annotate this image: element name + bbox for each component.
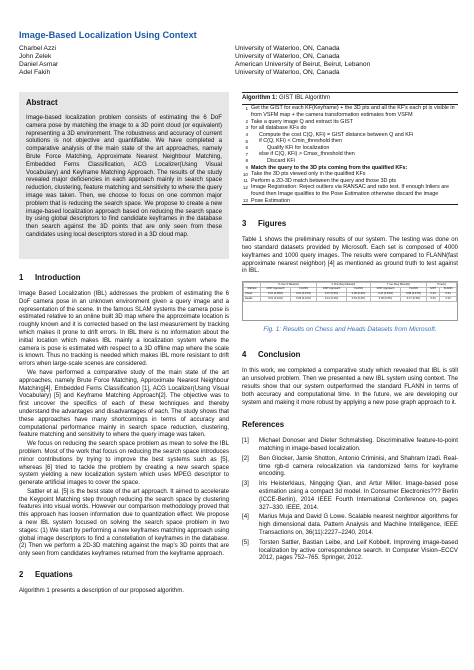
table-column-header: FLANN xyxy=(401,287,427,292)
table-column-header: GIST Approach xyxy=(370,287,400,292)
algorithm-line-text: Get the GIST for each KF(Keyframe) + the 3D pts and all the KF's each pt is visible in from VSFM map + the camera transformation estimates from VSFM xyxy=(251,105,455,118)
algorithm-line-number: 9 xyxy=(245,165,248,171)
figures-text: Table 1 shows the preliminary results of our system. The testing was done on two standard datasets provided by Microsoft. Each set is composed of 4000 keyframes and 1000 query images. The results were compared to FLANN(fast approximate nearest neighbor) [4] as mentioned as ground truth to test against in IBL. xyxy=(242,236,458,275)
algorithm-line-text: Image Registration: Reject outliers via RANSAC and ratio test. If enough Inliers are found then Image qualifies to the Pose Estimation otherwise discard the image xyxy=(251,184,450,198)
algorithm-line xyxy=(242,178,458,185)
table-cell: 0.01 (0.07%) xyxy=(291,292,317,297)
introduction-heading xyxy=(19,273,229,283)
table-cell: 0.17 (0.3%) xyxy=(401,297,427,302)
table-cell: 0.04 xyxy=(427,292,440,297)
algorithm-line-number: 7 xyxy=(245,151,248,157)
affiliation: University of Waterloo, ON, Canada xyxy=(235,69,340,77)
section-title: Figures xyxy=(258,219,287,229)
section-number: 1 xyxy=(19,273,24,282)
results-table-grid xyxy=(243,282,457,302)
author-name: Daniel Asmar xyxy=(19,61,59,69)
section-title: Conclusion xyxy=(258,350,301,360)
algorithm-line-number: 8 xyxy=(245,158,248,164)
reference-number: [2] xyxy=(242,454,249,462)
abstract-box xyxy=(19,92,229,259)
algorithm-line-number: 6 xyxy=(245,145,248,151)
introduction-paragraph: Image Based Localization (IBL) addresses the problem of estimating the 6 DoF camera pose in an unknown environment given a query image and a representation of the scene. In the famous SLAM systems the camera pose is estimated relative to an online built 3D map where the approximate location is roughly known and it is corrected based on the last measurement by tracking which makes it prone to drift errors. In IBL there is no information about the initial location which makes IBL mainly a localization system where the camera is pose is estimated with respect to a 3D offline map where the scale is known. Thus no tracking is needed which makes IBL more resistant to drift errors when large-scale scenes are considered. xyxy=(19,289,229,368)
table-cell: 0.41 (0.64%) xyxy=(370,292,400,297)
algorithm-line xyxy=(242,132,458,139)
reference-item xyxy=(242,539,458,562)
table-column-header: GIST xyxy=(427,287,440,292)
table-cell: 0.04 xyxy=(440,297,457,302)
algorithm-label: Algorithm 1: xyxy=(242,95,278,101)
algorithm-line xyxy=(242,165,458,172)
algorithm-line-number: 12 xyxy=(242,184,248,190)
algorithm-line-text: Qualify KFi for localization xyxy=(267,144,330,151)
algorithm-line-text: if C(Q, KFi) < Cmin_threshold then xyxy=(259,138,342,145)
table-group-header: Time(s) xyxy=(427,283,457,288)
table-column-header: Method xyxy=(244,287,261,292)
algorithm-line xyxy=(242,198,458,205)
algorithm-line xyxy=(242,105,458,118)
table-group-header: F 0nd (Seg Mean(H) xyxy=(317,283,371,288)
algorithm-line-text: Discard KFi xyxy=(267,158,295,165)
section-title: References xyxy=(242,420,285,430)
algorithm-line-number: 5 xyxy=(245,138,248,144)
abstract-heading: Abstract xyxy=(26,98,58,107)
algorithm-line xyxy=(242,138,458,145)
author-list xyxy=(19,45,224,77)
affiliation: University of Waterloo, ON, Canada xyxy=(235,53,340,61)
reference-text: Iris Heisterklaus, Ningqing Qian, and Artur Miller. Image-based pose estimation using a compact 3d model. In Consumer Electronics??? Berlin (ICCE-Berlin), 2014 IEEE Fourth International Conference on, pages 327–330. IEEE, 2014. xyxy=(259,480,458,511)
table-cell: 0.58 (0.47%) xyxy=(401,292,427,297)
reference-list xyxy=(242,437,458,562)
table-column-header: GIST Approach xyxy=(317,287,347,292)
reference-number: [4] xyxy=(242,513,249,521)
introduction-paragraph: Sattler et al. [5] is the best state of the art approach. It aimed to accelerate the Keypoint Matching step through reducing the search space by clustering features into visual words. However our comparison methodology proved that this approach has loosen information due to quantization effect. We propose a new IBL system focused on solving the search space problem in two stages: (1) We start by performing a new keyframes matching approach using global image descriptors to find a constellation of keyframes in the database. (2) Then we perform a 2D-3D matching against the map's 3D points that are only seen from candidates keyframes returned from the keyframe approach. xyxy=(19,487,229,558)
algorithm-box xyxy=(242,92,458,205)
algorithm-line xyxy=(242,171,458,178)
table-cell: 0.07 (0.3%) xyxy=(317,292,347,297)
algorithm-line-number: 11 xyxy=(243,178,248,184)
author-name: Adel Fakih xyxy=(19,69,51,77)
algorithm-line-number: 10 xyxy=(242,171,248,177)
table-column-header: FLANN xyxy=(291,287,317,292)
table-cell: Heads xyxy=(244,297,261,302)
algorithm-line-number: 1 xyxy=(245,105,248,111)
algorithm-line-text: Pose Estimation xyxy=(251,197,290,204)
algorithm-line xyxy=(242,125,458,132)
section-number: 4 xyxy=(242,350,247,360)
algorithm-line-text: Take a query image Q and extract its GIST xyxy=(251,118,353,125)
algorithm-line xyxy=(242,119,458,126)
section-number: 2 xyxy=(19,570,24,580)
reference-item xyxy=(242,455,458,478)
table-row xyxy=(244,297,457,302)
conclusion-heading xyxy=(242,350,458,360)
figures-heading xyxy=(242,219,458,229)
algorithm-line-number: 13 xyxy=(242,198,248,204)
introduction-paragraph: We have performed a comparative study of the main state of the art approaches, namely Brute Force Matching, Approximate Nearest Neighbour Matching[4], Embedded Ferns Classification [1], ACG Localizer(Using Visual Vocabulary) [5] and Keyframe Matching Approach[2]. The objective was to first uncover the specifics of each of these techniques and thereby understand the advantages and disadvantages of each. The study shows that these approaches have many shortcomings in terms of accuracy and computational performance mainly in search space reduction, clustering, feature matching and sensitivity to where the query image was taken. xyxy=(19,368,229,439)
affiliation: American University of Beirut, Beirut, Lebanon xyxy=(235,61,371,69)
right-column xyxy=(242,92,458,564)
introduction-paragraph: We focus on reducing the search space problem as mean to solve the IBL problem. Most of the work that focus on reducing the search space introduces minor contributions by trying to improve the best systems such as [5], whereas [6] tried to tackle the problem by creating a new search space system yielding a new localization system which uses MPEG descriptor to generate artificial images to cover the space. xyxy=(19,440,229,487)
reference-text: Torsten Sattler, Bastian Leibe, and Leif Kobbelt. Improving image-based localization by active correspondence search. In Computer Vision–ECCV 2012, pages 752–765. Springer, 2012. xyxy=(259,538,458,562)
section-title: Introduction xyxy=(35,273,81,282)
table-cell: 0.09 (0.11%) xyxy=(291,297,317,302)
reference-item xyxy=(242,480,458,511)
reference-number: [3] xyxy=(242,480,249,488)
algorithm-line xyxy=(242,145,458,152)
algorithm-lines xyxy=(242,105,458,204)
conclusion-text: In this work, we completed a comparative study which revealed that IBL is still an unsolved problem. Then we presented a new IBL system using context. The results show that our system outperformed the standard FLANN in terms of both accuracy and computational time. In the future, we are developing our system and making it more robust by applying a new pose graph approach to it. xyxy=(242,367,458,406)
table-cell: 0.01 (0.12%) xyxy=(260,297,290,302)
algorithm-line-text: else if C(Q, KFi) > Cmax_threshold then xyxy=(259,151,355,158)
reference-number: [5] xyxy=(242,538,249,546)
section-number: 3 xyxy=(242,219,247,229)
algorithm-line xyxy=(242,184,458,197)
table-column-header: FLANN xyxy=(347,287,371,292)
table-cell: 0.04 xyxy=(427,297,440,302)
table-group-header: T rue (Seg Mean(H) xyxy=(370,283,426,288)
reference-text: Ben Glocker, Jamie Shotton, Antonio Criminisi, and Shahram Izadi. Real-time rgb-d camera relocalization via randomized ferns for keyframe encoding. xyxy=(259,454,458,478)
table-cell: 0.04 xyxy=(440,292,457,297)
results-table xyxy=(242,281,458,321)
equations-heading xyxy=(19,570,229,580)
table-cell: 0.01 (0.09%) xyxy=(260,292,290,297)
algorithm-line-text: Compute the cost C(Q, KFi) = GIST distance between Q and KFi xyxy=(259,131,414,138)
algorithm-line-number: 3 xyxy=(245,125,248,131)
reference-item xyxy=(242,437,458,453)
references-heading xyxy=(242,420,458,430)
section-title: Equations xyxy=(35,570,73,580)
algorithm-line-text: Take the 3D pts viewed only in the qualified KFs xyxy=(251,171,366,178)
table-cell: Chess xyxy=(244,292,261,297)
table-column-header: GIST Approach xyxy=(260,287,290,292)
reference-item xyxy=(242,513,458,536)
algorithm-line-text: for all database KFs do xyxy=(251,125,307,132)
algorithm-name: GIST IBL Algorithm xyxy=(279,95,331,101)
algorithm-line-number: 2 xyxy=(245,118,248,124)
affiliation: University of Waterloo, ON, Canada xyxy=(235,45,340,52)
algorithm-line-text: Match the query to the 3D pts coming from the qualified KFs: xyxy=(251,164,408,171)
affiliation-list xyxy=(235,45,460,77)
table-cell: 0.12 (0.4%) xyxy=(317,297,347,302)
algorithm-line xyxy=(242,151,458,158)
table-cell: 0.30 (0.3%) xyxy=(347,292,371,297)
algorithm-line-number: 4 xyxy=(245,132,248,138)
reference-number: [1] xyxy=(242,437,249,445)
reference-text: Michael Donoser and Dieter Schmalstieg. Discriminative feature-to-point matching in image-based localization. xyxy=(259,437,458,453)
algorithm-line xyxy=(242,158,458,165)
table-column-header: FLANN xyxy=(440,287,457,292)
figure-caption: Fig. 1: Results on Chess and Heads Datasets from Microsoft. xyxy=(263,326,437,334)
equations-text: Algorithm 1 presents a description of our proposed algorithm. xyxy=(19,587,184,595)
table-group-header: % true S Mean(H) xyxy=(260,283,316,288)
table-cell: 0.51 (0.2%) xyxy=(347,297,371,302)
algorithm-line-text: Perform a 2D-3D match between the query and those 3D pts xyxy=(251,177,397,184)
left-column xyxy=(19,92,229,595)
author-name: Charbel Azzi xyxy=(19,45,57,52)
table-cell: 0.45 (0.5%) xyxy=(370,297,400,302)
author-name: John Zelek xyxy=(19,53,52,61)
paper-title: Image-Based Localization Using Context xyxy=(19,30,197,40)
abstract-text: Image-based localization problem consists of estimating the 6 DoF camera pose by matching the image to a 3D point cloud (or equivalent) representing a 3D environment. The robustness and accuracy of current solutions is not objective and quantifiable. We have completed a comparative analysis of the main state of the art approaches, namely Brute Force Matching, Approximate Nearest Neighbour Matching, Embedded Ferns Classification, ACG Localizer(Using Visual Vocabulary) and Keyframe Matching Approach. The results of the study revealed major deficiencies in each approach mainly in search space reduction, clustering, feature matching and sensitivity to where the query image was taken. Then, we choose to focus on one common major problem that is reducing the search space. We propose to create a new image-based localization approach based on reducing the search space by using global descriptors to find candidate keyframes in the database then search against the 3D points that are only seen from these candidates using local descriptors stored in a 3D cloud map. xyxy=(26,113,222,238)
algorithm-title xyxy=(242,93,458,105)
reference-text: Marius Muja and David G Lowe. Scalable nearest neighbor algorithms for high dimensional data. Pattern Analysis and Machine Intelligence, IEEE Transactions on, 36(11):2227–2240, 2014. xyxy=(259,513,458,537)
